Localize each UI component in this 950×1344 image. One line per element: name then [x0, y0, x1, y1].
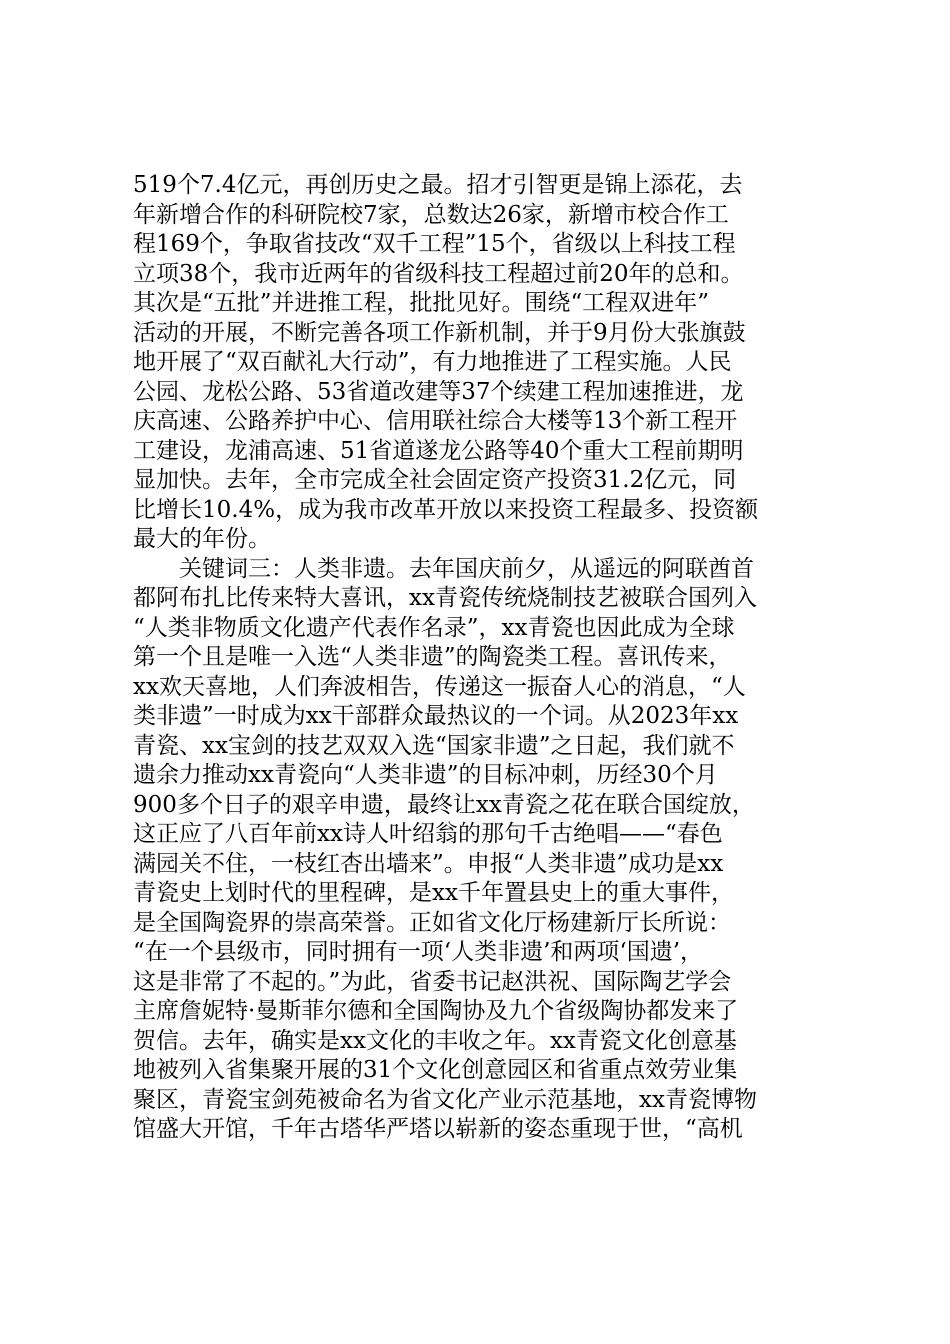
text-line: 聚区，青瓷宝剑苑被命名为省文化产业示范基地，xx青瓷博物 — [133, 1086, 757, 1113]
text-line: 遗余力推动xx青瓷向“人类非遗”的目标冲刺，历经30个月 — [133, 762, 718, 788]
text-line: 其次是“五批”并进推工程，批批见好。围绕“工程双进年” — [133, 290, 710, 316]
text-line: 最大的年份。 — [133, 526, 271, 552]
text-line: 贺信。去年，确实是xx文化的丰收之年。xx青瓷文化创意基 — [133, 1027, 737, 1054]
text-line: 庆高速、公路养护中心、信用联社综合大楼等13个新工程开 — [133, 408, 738, 434]
text-line: 都阿布扎比传来特大喜讯，xx青瓷传统烧制技艺被联合国列入 — [133, 585, 757, 611]
paragraph-start-line: 关键词三：人类非遗。去年国庆前夕，从遥远的阿联酋首 — [179, 555, 754, 582]
text-line: 青瓷史上划时代的里程碑，是xx千年置县史上的重大事件， — [133, 880, 734, 906]
text-line: xx欢天喜地，人们奔波相告，传递这一振奋人心的消息，“人 — [133, 673, 746, 700]
body-text — [133, 171, 833, 1145]
text-line: 青瓷、xx宝剑的技艺双双入选“国家非遗”之日起，我们就不 — [133, 732, 735, 759]
text-line: 立项38个，我市近两年的省级科技工程超过前20年的总和。 — [133, 260, 744, 287]
text-line: 900多个日子的艰辛申遗，最终让xx青瓷之花在联合国绽放， — [133, 791, 755, 818]
text-line: “人类非物质文化遗产代表作名录”，xx青瓷也因此成为全球 — [133, 614, 735, 641]
text-line: 第一个且是唯一入选“人类非遗”的陶瓷类工程。喜讯传来， — [133, 644, 732, 670]
text-line: 工建设，龙浦高速、51省道遂龙公路等40个重大工程前期明 — [133, 437, 744, 464]
text-line: 地开展了“双百献礼大行动”，有力地推进了工程实施。人民 — [133, 349, 732, 375]
text-line: 活动的开展，不断完善各项工作新机制，并于9月份大张旗鼓 — [133, 319, 746, 346]
text-line: 年新增合作的科研院校7家，总数达26家，新增市校合作工 — [133, 201, 729, 228]
text-line: 地被列入省集聚开展的31个文化创意园区和省重点效劳业集 — [133, 1057, 738, 1083]
text-line: 显加快。去年，全市完成全社会固定资产投资31.2亿元，同 — [133, 467, 737, 493]
text-line: 类非遗”一时成为xx干部群众最热议的一个词。从2023年xx — [133, 703, 739, 729]
text-line: 满园关不住，一枝红杏出墙来”。申报“人类非遗”成功是xx — [133, 850, 724, 877]
text-line: 程169个，争取省技改“双千工程”15个，省级以上科技工程 — [133, 231, 736, 257]
text-line: “在一个县级市，同时拥有一项‘人类非遗’和两项‘国遗’， — [133, 939, 704, 965]
text-line: 比增长10.4%，成为我市改革开放以来投资工程最多、投资额 — [133, 496, 759, 523]
text-line: 519个7.4亿元，再创历史之最。招才引智更是锦上添花，去 — [133, 172, 743, 198]
text-line: 馆盛大开馆，千年古塔华严塔以崭新的姿态重现于世，“高机 — [133, 1116, 743, 1142]
text-line: 公园、龙松公路、53省道改建等37个续建工程加速推进，龙 — [133, 378, 744, 405]
text-line: 这正应了八百年前xx诗人叶绍翁的那句千古绝唱——“春色 — [133, 821, 723, 847]
text-line: 是全国陶瓷界的崇高荣誉。正如省文化厅杨建新厅长所说： — [133, 909, 731, 936]
text-line: 主席詹妮特·曼斯菲尔德和全国陶协及九个省级陶协都发来了 — [133, 998, 739, 1024]
text-line: 这是非常了不起的。”为此，省委书记赵洪祝、国际陶艺学会 — [133, 968, 732, 995]
